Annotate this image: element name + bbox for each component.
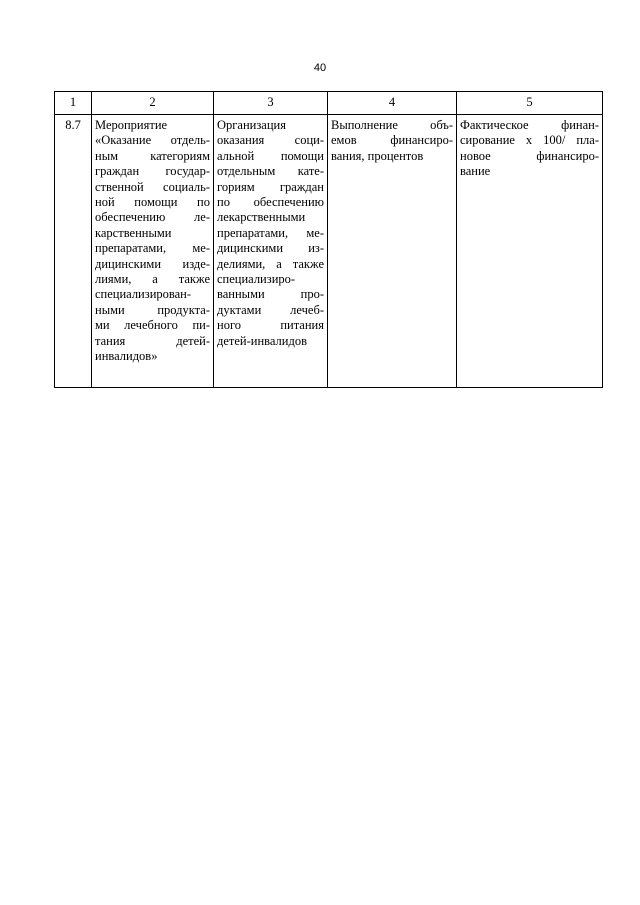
- cell-line: гориям граждан: [217, 179, 324, 194]
- cell-line: специализирован-: [95, 287, 192, 302]
- cell-line: специализиро-: [217, 272, 296, 287]
- cell-line: обеспечению ле-: [95, 210, 210, 225]
- cell-line: ным категориям: [95, 148, 210, 163]
- indicator-text: [217, 118, 324, 349]
- cell-line: граждан государ-: [95, 164, 210, 179]
- cell-line: Выполнение объ-: [331, 118, 453, 132]
- cell-line: вания, процентов: [331, 148, 424, 163]
- page-number: 40: [313, 62, 327, 74]
- cell-line: вание: [460, 164, 491, 179]
- cell-line: тания детей-: [95, 333, 210, 348]
- header-cell-5: 5: [457, 92, 603, 115]
- cell-line: Организация: [217, 118, 286, 132]
- cell-line: емов финансиро-: [331, 133, 453, 148]
- cell-line: делиями, а также: [217, 256, 324, 271]
- cell-line: оказания соци-: [217, 133, 324, 148]
- cell-line: отдельным кате-: [217, 164, 324, 179]
- formula-text: [460, 118, 599, 180]
- cell-line: ного питания: [217, 318, 324, 333]
- cell-line: сирование х 100/ пла-: [460, 133, 599, 148]
- criterion-text: [331, 118, 453, 164]
- header-cell-1: 1: [55, 92, 92, 115]
- criterion-cell: [328, 115, 457, 388]
- cell-line: карственными: [95, 225, 172, 240]
- cell-line: альной помощи: [217, 148, 324, 163]
- indicators-table: [54, 91, 603, 388]
- cell-line: «Оказание отдель-: [95, 133, 210, 148]
- cell-line: дицинскими из-: [217, 241, 324, 256]
- event-text: [95, 118, 210, 365]
- indicator-cell: [214, 115, 328, 388]
- cell-line: ными продукта-: [95, 302, 210, 317]
- cell-line: ванными про-: [217, 287, 324, 302]
- cell-line: лекарственными: [217, 210, 306, 225]
- cell-line: новое финансиро-: [460, 148, 599, 163]
- header-cell-3: 3: [214, 92, 328, 115]
- cell-line: Мероприятие: [95, 118, 168, 132]
- event-cell: [92, 115, 214, 388]
- cell-line: Фактическое финан-: [460, 118, 599, 132]
- cell-line: по обеспечению: [217, 195, 324, 210]
- cell-line: дицинскими изде-: [95, 256, 210, 271]
- cell-line: препаратами, ме-: [217, 225, 324, 240]
- row-number-cell: 8.7: [55, 115, 92, 388]
- cell-line: дуктами лечеб-: [217, 302, 324, 317]
- header-cell-2: 2: [92, 92, 214, 115]
- table-row: [55, 115, 603, 388]
- cell-line: инвалидов»: [95, 349, 158, 364]
- cell-line: ной помощи по: [95, 195, 210, 210]
- cell-line: детей-инвалидов: [217, 333, 307, 348]
- cell-line: лиями, а также: [95, 272, 210, 287]
- cell-line: ственной социаль-: [95, 179, 210, 194]
- cell-line: препаратами, ме-: [95, 241, 210, 256]
- cell-line: ми лечебного пи-: [95, 318, 210, 333]
- table-header-row: [55, 92, 603, 115]
- header-cell-4: 4: [328, 92, 457, 115]
- formula-cell: [457, 115, 603, 388]
